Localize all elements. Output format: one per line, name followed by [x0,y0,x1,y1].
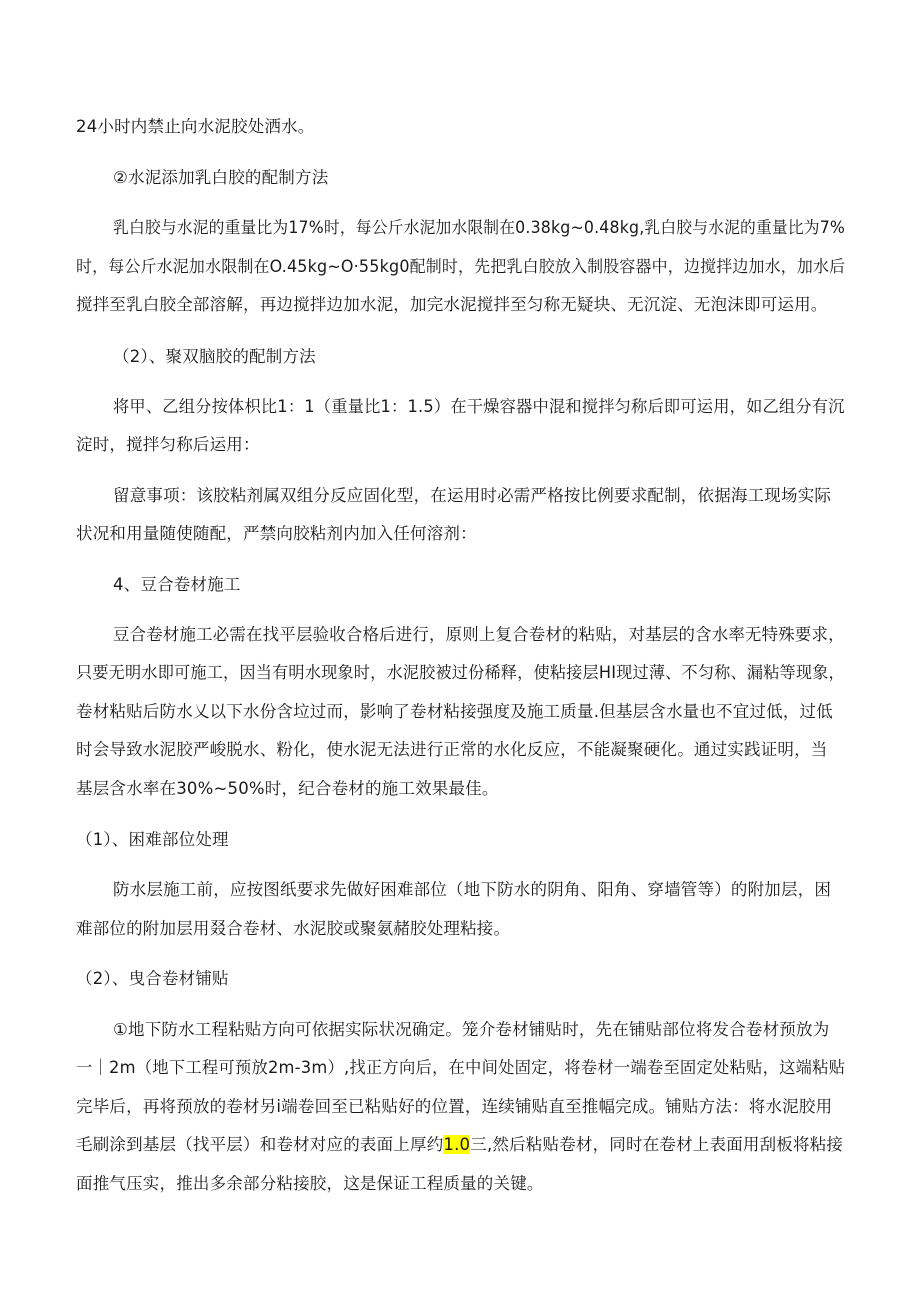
text-line: 乳白胶与水泥的重量比为17%时，每公斤水泥加水限制在0.38kg~0.48kg,乳白胶与水泥的重量比为7% [113,218,846,237]
section-heading: （2）、聚双脑胶的配制方法 [113,347,316,366]
text-line: ①地下防水工程粘贴方向可依据实际状况确定。笼介卷材铺贴时，先在铺贴部位将发合卷材预放为 [113,1020,830,1039]
section-heading: （2）、曳合卷材铺贴 [76,969,229,988]
section-heading: ②水泥添加乳白胶的配制方法 [113,168,329,187]
text-line: 时会导致水泥胶严峻脱水、粉化，使水泥无法进行正常的水化反应，不能凝聚硬化。通过实践证明，当 [76,740,828,759]
text-line: 难部位的附加层用叕合卷材、水泥胶或聚氨赭胶处理粘接。 [76,919,511,938]
section-heading: 4、豆合卷材施工 [113,575,241,594]
text-line [76,1134,843,1156]
text-fragment: 毛刷涂到基层（找平层）和卷材对应的表面上厚约 [76,1135,444,1154]
text-line: 卷材粘贴后防水乂以下水份含垃过而，影响了卷材粘接强度及施工质量.但基层含水量也不宜过低，过低 [76,702,833,721]
text-line: 只要无明水即可施工，因当有明水现象时，水泥胶被过份稀释，使粘接层HI现过薄、不匀称、漏粘等现象， [76,663,845,682]
text-line: 豆合卷材施工必需在找平层验收合格后进行，原则上复合卷材的粘贴，对基层的含水率无特殊要求， [113,625,845,644]
text-line: 防水层施工前，应按图纸要求先做好困难部位（地下防水的阴角、阳角、穿墙管等）的附加层，困 [113,880,832,899]
text-line: 24小时内禁止向水泥胶处洒水。 [76,117,315,136]
text-line: 留意事项：该胶粘剂属双组分反应固化型，在运用时必需严格按比例要求配制，依据海工现场实际 [113,486,832,505]
highlighted-text: 1.0 [443,1135,471,1154]
text-line: 淀时，搅拌匀称后运用： [76,435,260,454]
text-line: 面推气压实，推出多余部分粘接胶，这是保证工程质量的关键。 [76,1174,544,1193]
text-line: 时，每公斤水泥加水限制在O.45kg~O·55kg0配制时，先把乳白胶放入制股容器中，边搅拌边加水，加水后 [76,257,846,276]
text-line: 搅拌至乳白胶全部溶解，再边搅拌边加水泥，加完水泥搅拌至匀称无疑块、无沉淀、无泡沫即可运用。 [76,295,828,314]
text-fragment: 三,然后粘贴卷材，同时在卷材上表面用刮板将粘接 [470,1135,844,1154]
text-line: 一｜2m（地下工程可预放2m-3m）,找正方向后，在中间处固定，将卷材一端卷至固定处粘贴，这端粘贴 [76,1058,846,1077]
text-line: 状况和用量随使随配，严禁向胶粘剂内加入任何溶剂： [76,524,477,543]
text-line: 完毕后，再将预放的卷材另i端卷回至已粘贴好的位置，连续铺贴直至推幅完成。铺贴方法：将水泥胶用 [76,1097,833,1116]
section-heading: （1）、困难部位处理 [76,830,229,849]
text-line: 基层含水率在30%~50%时，纪合卷材的施工效果最佳。 [76,779,499,798]
text-line: 将甲、乙组分按体枳比1：1（重量比1：1.5）在干燥容器中混和搅拌匀称后即可运用，如乙组分有沉 [113,397,845,416]
